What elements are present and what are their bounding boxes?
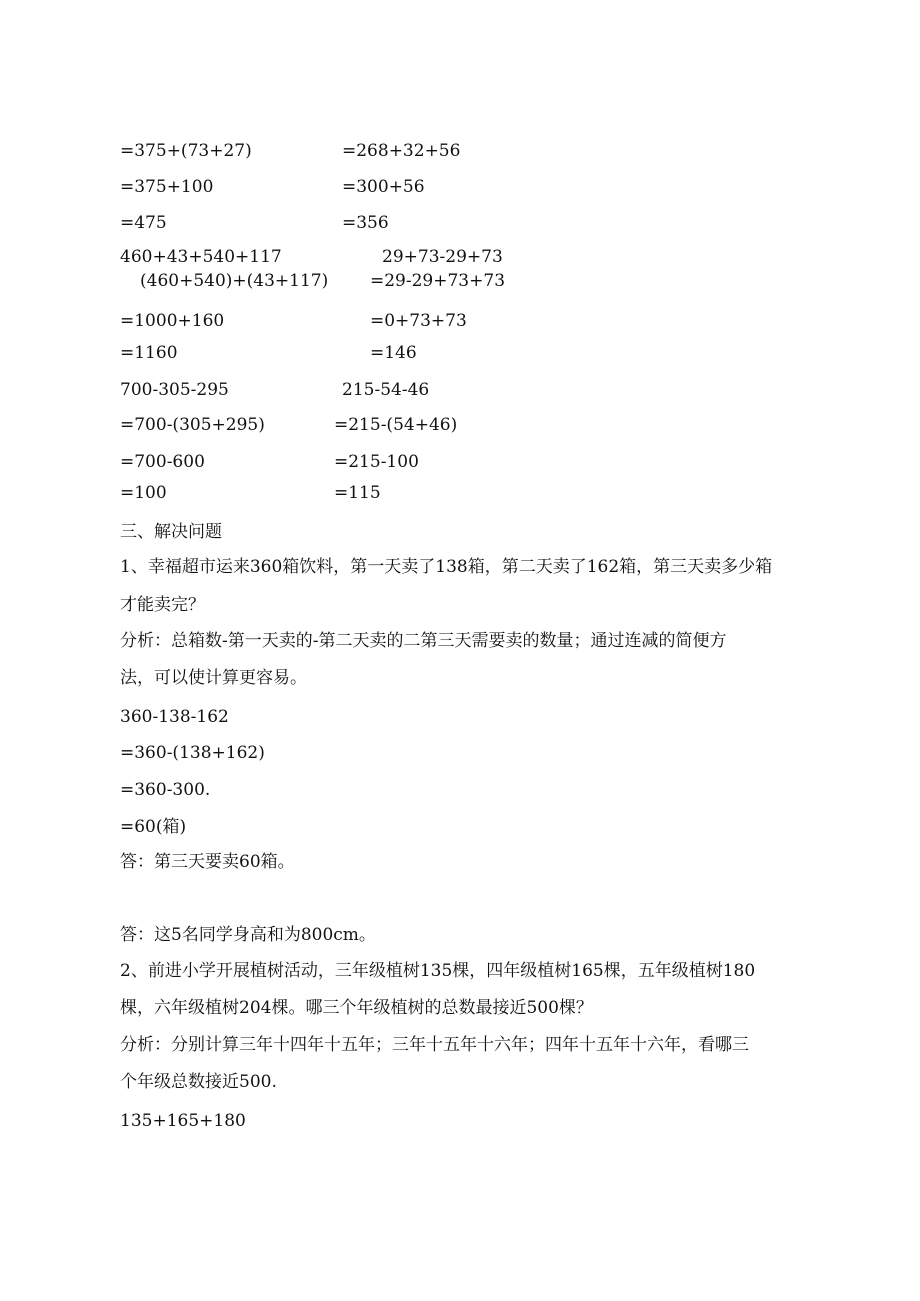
calc-right-9: =215-100 <box>334 452 419 472</box>
problem1-question-line1: 1、幸福超市运来360箱饮料，第一天卖了138箱，第二天卖了162箱，第三天卖多少箱 <box>120 557 773 577</box>
problem2-question-line2: 棵，六年级植树204棵。哪三个年级植树的总数最接近500棵？ <box>120 998 593 1018</box>
calc-left-4: (460+540)+(43+117) <box>140 271 329 291</box>
problem2-step-0: 135+165+180 <box>120 1111 246 1131</box>
calc-right-8: =215-(54+46) <box>334 415 458 435</box>
problem1-answer: 答：第三天要卖60箱。 <box>120 852 295 872</box>
calc-right-2: =356 <box>342 213 389 233</box>
calc-left-2: =475 <box>120 213 167 233</box>
problem1-step-3: =60(箱) <box>120 817 187 837</box>
calc-right-3: 29+73-29+73 <box>382 247 503 267</box>
calc-left-8: =700-(305+295) <box>120 415 265 435</box>
stray-answer: 答：这5名同学身高和为800cm。 <box>120 925 376 945</box>
calc-left-5: =1000+160 <box>120 311 225 331</box>
problem1-analysis-line1: 分析：总箱数-第一天卖的-第二天卖的二第三天需要卖的数量；通过连减的简便方 <box>120 631 727 651</box>
problem1-question-line2: 才能卖完？ <box>120 595 205 615</box>
calc-left-6: =1160 <box>120 343 178 363</box>
calc-right-10: =115 <box>334 483 381 503</box>
calc-left-10: =100 <box>120 483 167 503</box>
calc-left-1: =375+100 <box>120 177 214 197</box>
problem2-question-line1: 2、前进小学开展植树活动，三年级植树135棵，四年级植树165棵，五年级植树180 <box>120 961 756 981</box>
problem2-analysis-line2: 个年级总数接近500. <box>120 1072 277 1092</box>
problem1-analysis-line2: 法，可以使计算更容易。 <box>120 668 307 688</box>
section-title: 三、解决问题 <box>120 522 222 542</box>
calc-right-7: 215-54-46 <box>342 380 430 400</box>
calc-left-3: 460+43+540+117 <box>120 247 282 267</box>
problem1-step-2: =360-300. <box>120 780 211 800</box>
calc-right-4: =29-29+73+73 <box>370 271 506 291</box>
calc-left-0: =375+(73+27) <box>120 141 252 161</box>
calc-right-6: =146 <box>370 343 417 363</box>
problem1-step-1: =360-(138+162) <box>120 743 265 763</box>
calc-right-1: =300+56 <box>342 177 425 197</box>
problem1-step-0: 360-138-162 <box>120 707 229 727</box>
problem2-analysis-line1: 分析：分别计算三年十四年十五年；三年十五年十六年；四年十五年十六年，看哪三 <box>120 1035 749 1055</box>
calc-right-5: =0+73+73 <box>370 311 467 331</box>
calc-left-7: 700-305-295 <box>120 380 229 400</box>
calc-left-9: =700-600 <box>120 452 205 472</box>
calc-right-0: =268+32+56 <box>342 141 461 161</box>
